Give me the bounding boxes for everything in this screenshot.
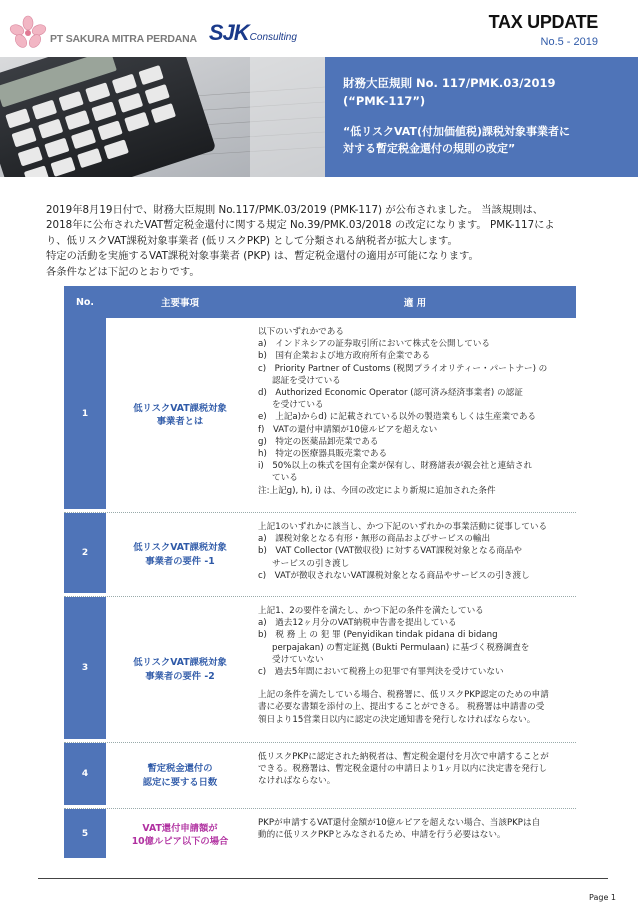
row-item bbox=[106, 743, 254, 808]
regulation-subtitle-line2: 対する暫定税金還付の規則の改定” bbox=[343, 142, 516, 156]
row-number: 5 bbox=[64, 809, 106, 861]
page-number: Page 1 bbox=[589, 893, 616, 902]
app-line: 書に必要な書類を添付の上、提出することができる。 税務署は申請書の受 bbox=[258, 702, 545, 713]
row-item bbox=[106, 809, 254, 861]
newsletter-title: TAX UPDATE bbox=[488, 12, 598, 32]
intro-line: 2019年8月19日付で、財務大臣規則 No.117/PMK.03/2019 (PMK-117) が公布されました。 当該規則は、 bbox=[46, 204, 544, 216]
row-application bbox=[254, 597, 576, 742]
app-line: 領日より15営業日以内に認定の決定通知書を発行しなければならない。 bbox=[258, 714, 536, 725]
app-line: i) 50%以上の株式を国有企業が保有し、財務諸表が親会社と連結され bbox=[258, 461, 533, 472]
table-row bbox=[64, 743, 576, 809]
calculator-photo bbox=[0, 57, 325, 177]
app-line: f) VATの還付申請額が10億ルピアを超えない bbox=[258, 424, 438, 435]
app-line: を受けている bbox=[272, 400, 324, 411]
app-line: 以下のいずれかである bbox=[258, 327, 344, 337]
row-item bbox=[106, 513, 254, 596]
conditions-table bbox=[64, 286, 576, 861]
row-item-line: 低リスクVAT課税対象 bbox=[133, 402, 227, 414]
title-block bbox=[489, 12, 598, 48]
row-item-line: 事業者とは bbox=[156, 416, 204, 427]
app-line: d) Authorized Economic Operator (認可済み経済事業者) の認証 bbox=[258, 388, 523, 399]
row-item-line: 認定に要する日数 bbox=[142, 776, 218, 788]
row-item-line: 低リスクVAT課税対象 bbox=[133, 657, 227, 669]
sakura-flower-icon bbox=[8, 15, 48, 49]
row-item bbox=[106, 318, 254, 512]
regulation-title-line1: 財務大臣規則 No. 117/PMK.03/2019 bbox=[343, 76, 556, 90]
table-header bbox=[64, 286, 576, 318]
row-item-line: 低リスクVAT課税対象 bbox=[133, 542, 227, 554]
intro-line: 各条件などは下記のとおりです。 bbox=[46, 265, 200, 278]
sjk-consulting-text: Consulting bbox=[249, 32, 297, 43]
row-application bbox=[254, 513, 576, 596]
calculator-image bbox=[0, 57, 325, 177]
app-line: c) Priority Partner of Customs (税関プライオリティー・パートナー) の bbox=[258, 363, 548, 374]
table-row bbox=[64, 318, 576, 513]
row-number: 2 bbox=[64, 513, 106, 596]
app-line: b) VAT Collector (VAT徴収役) に対するVAT課税対象となる商品や bbox=[258, 546, 522, 557]
intro-line: り、低リスクVAT課税対象事業者 (低リスクPKP) として分類される納税者が拡大します。 bbox=[46, 234, 458, 247]
company-name: PT SAKURA MITRA PERDANA bbox=[50, 33, 197, 45]
regulation-subtitle-line1: “低リスクVAT(付加価値税)課税対象事業者に bbox=[343, 124, 570, 138]
app-line: 上記1のいずれかに該当し、かつ下記のいずれかの事業活動に従事している bbox=[258, 522, 548, 532]
table-row bbox=[64, 809, 576, 861]
header-application: 適 用 bbox=[403, 298, 427, 309]
app-line: g) 特定の医薬品卸売業である bbox=[258, 436, 379, 447]
row-item bbox=[106, 597, 254, 742]
app-line: a) インドネシアの証券取引所において株式を公開している bbox=[258, 339, 490, 350]
app-line: 動的に低リスクPKPとみなされるため、申請を行う必要はない。 bbox=[258, 830, 506, 841]
issue-number: No.5 - 2019 bbox=[540, 36, 598, 48]
footer-divider bbox=[38, 878, 608, 879]
app-line: b) 国有企業および地方政府所有企業である bbox=[258, 351, 431, 362]
row-item-line: 10億ルピア以下の場合 bbox=[131, 836, 229, 847]
intro-line: 2018年に公布されたVAT暫定税金還付に関する規定 No.39/PMK.03/2018 の改定になります。 PMK-117によ bbox=[46, 219, 555, 232]
app-line: a) 過去12ヶ月分のVAT納税申告書を提出している bbox=[258, 618, 457, 629]
app-line: a) 課税対象となる有形・無形の商品およびサービスの輸出 bbox=[258, 534, 491, 545]
app-line: b) 税 務 上 の 犯 罪 (Penyidikan tindak pidana di bidang bbox=[258, 630, 498, 641]
table-row bbox=[64, 597, 576, 743]
app-line: c) 過去5年間において税務上の犯罪で有罪判決を受けていない bbox=[258, 667, 504, 678]
app-line: できる。税務署は、暫定税金還付の申請日より1ヶ月以内に決定書を発行し bbox=[258, 764, 548, 775]
app-line: なければならない。 bbox=[258, 776, 336, 787]
app-line: e) 上記a)からd) に記載されている以外の製造業もしくは生産業である bbox=[258, 412, 537, 423]
app-line: perpajakan) の暫定証拠 (Bukti Permulaan) に基づく税務調査を bbox=[272, 642, 530, 653]
header-no: No. bbox=[75, 296, 95, 308]
row-application bbox=[254, 743, 576, 808]
regulation-title bbox=[343, 75, 624, 111]
app-line: PKPが申請するVAT還付金額が10億ルピアを超えない場合、当該PKPは自 bbox=[258, 818, 541, 828]
app-line: 低リスクPKPに認定された納税者は、暫定税金還付を月次で申請することが bbox=[258, 752, 549, 762]
app-line: c) VATが徴収されないVAT課税対象となる商品やサービスの引き渡し bbox=[258, 570, 530, 581]
app-note: 注:上記g), h), i) は、今回の改定により新規に追加された条件 bbox=[258, 485, 496, 496]
regulation-panel bbox=[325, 57, 638, 177]
row-number: 4 bbox=[64, 743, 106, 808]
app-line: ている bbox=[272, 473, 298, 484]
app-line: 上記の条件を満たしている場合、税務署に、低リスクPKP認定のための申請 bbox=[258, 690, 549, 701]
regulation-subtitle bbox=[343, 123, 624, 158]
regulation-title-line2: (“PMK-117”) bbox=[343, 93, 426, 108]
app-line: 上記1、2の要件を満たし、かつ下記の条件を満たしている bbox=[258, 606, 484, 616]
sjk-consulting-logo bbox=[209, 22, 297, 44]
row-item-line: 事業者の要件 -1 bbox=[145, 555, 215, 567]
row-application bbox=[254, 809, 576, 861]
banner bbox=[0, 57, 638, 177]
app-line: サービスの引き渡し bbox=[272, 558, 350, 569]
table-row bbox=[64, 513, 576, 597]
intro-line: 特定の活動を実施するVAT課税対象事業者 (PKP) は、暫定税金還付の適用が可能になります。 bbox=[46, 250, 479, 263]
row-number: 3 bbox=[64, 597, 106, 742]
row-item-line: 暫定税金還付の bbox=[147, 763, 213, 775]
app-line: 認証を受けている bbox=[272, 375, 341, 386]
row-number: 1 bbox=[64, 318, 106, 512]
app-line: 受けていない bbox=[272, 654, 324, 665]
app-line: h) 特定の医療器具販売業である bbox=[258, 449, 388, 460]
sjk-mark: SJK bbox=[208, 20, 249, 45]
row-application bbox=[254, 318, 576, 512]
row-item-line: 事業者の要件 -2 bbox=[145, 670, 215, 682]
header-logos bbox=[8, 12, 297, 52]
intro-paragraph bbox=[46, 203, 606, 280]
header-item: 主要事項 bbox=[160, 298, 199, 309]
row-item-line: VAT還付申請額が bbox=[142, 822, 218, 834]
